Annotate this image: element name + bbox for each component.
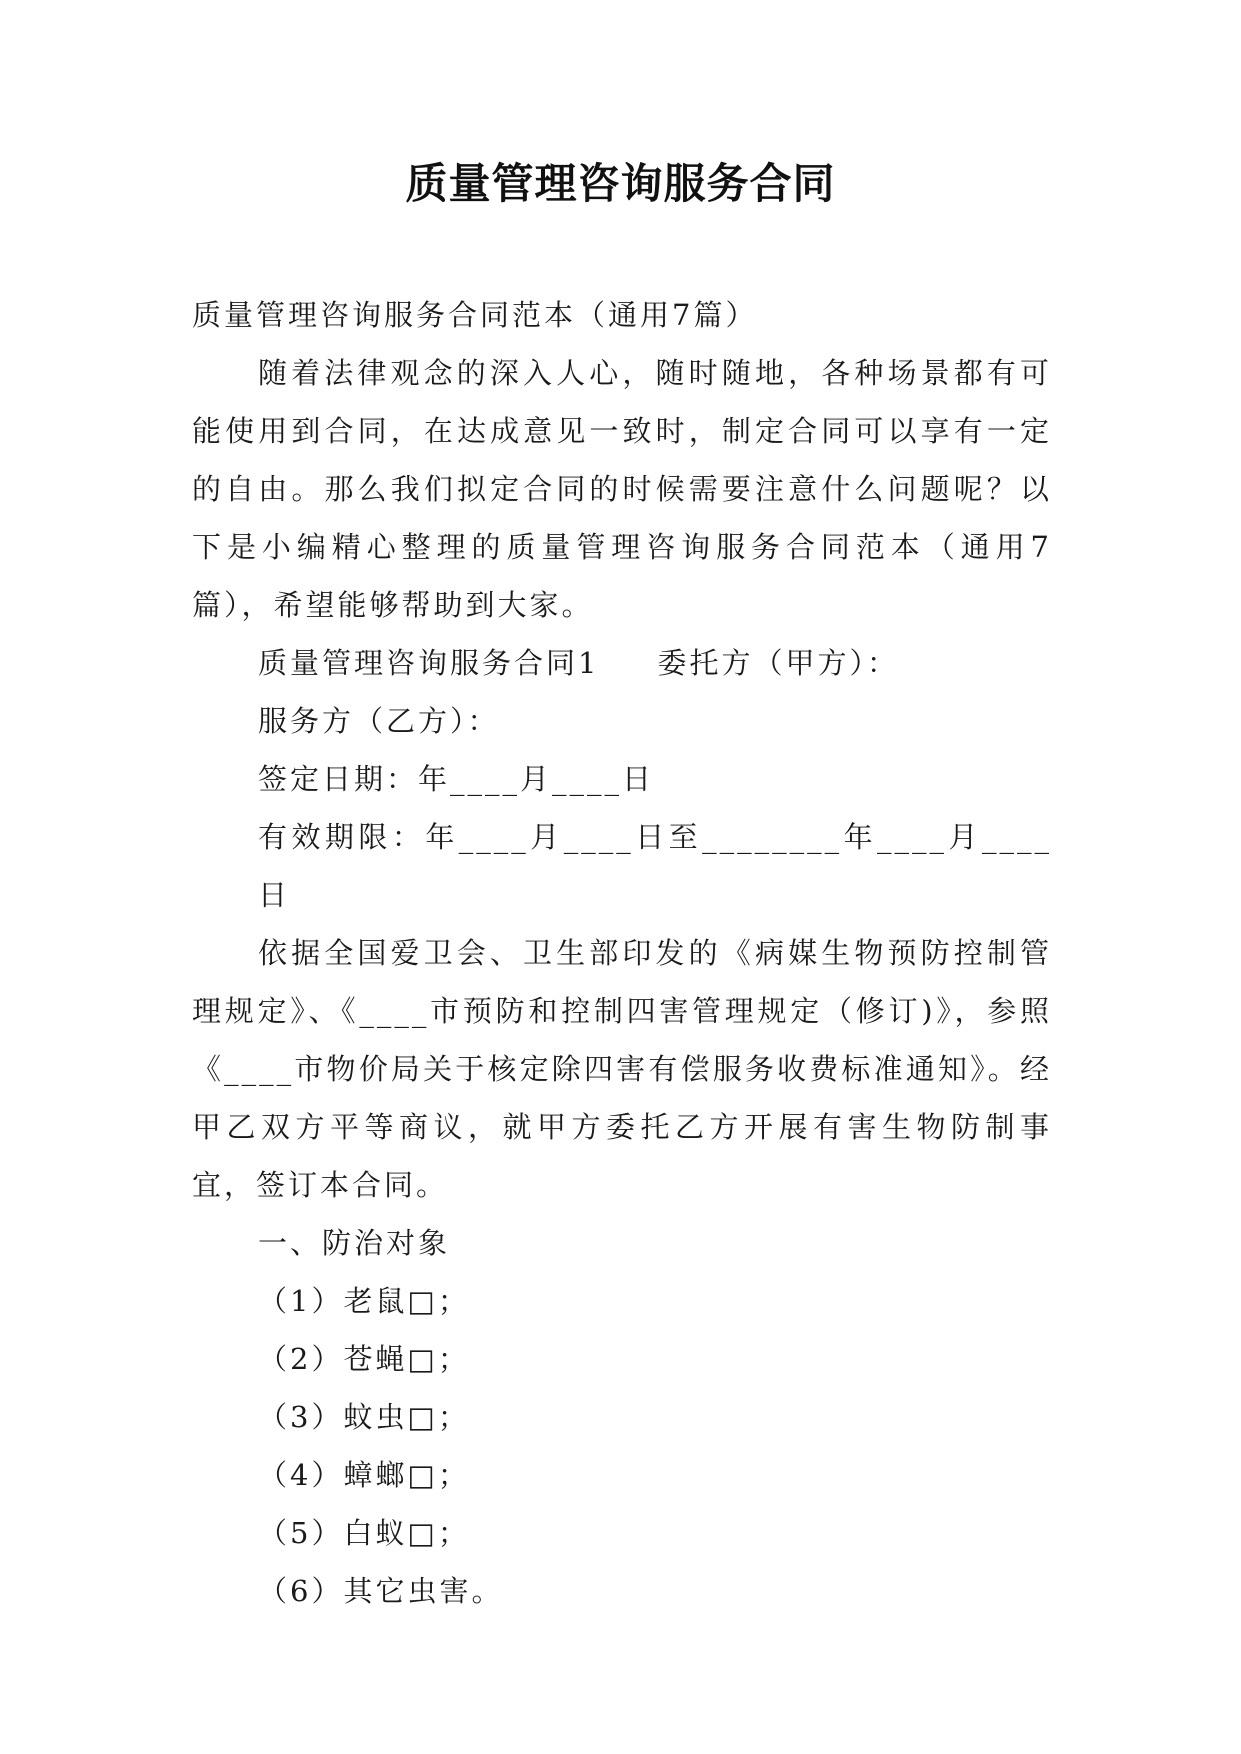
party-a-label: 委托方（甲方）：: [657, 646, 899, 680]
target-item: （2）苍蝇□；: [258, 1342, 470, 1376]
document-title: 质量管理咨询服务合同: [405, 159, 836, 208]
party-b-label: 服务方（乙方）：: [258, 704, 500, 738]
document-subtitle: 质量管理咨询服务合同范本（通用7篇）: [192, 298, 758, 332]
valid-period-line: 有效期限：年____月____日至________年____月____日: [258, 820, 1052, 912]
target-item: （5）白蚁□；: [258, 1516, 470, 1550]
contract-heading: 质量管理咨询服务合同1: [258, 646, 600, 680]
target-item: （1）老鼠□；: [258, 1284, 470, 1318]
basis-paragraph: 依据全国爱卫会、卫生部印发的《病媒生物预防控制管理规定》、《____市预防和控制四害管理规定（修订)》，参照《____市物价局关于核定除四害有偿服务收费标准通知》。经甲乙双方平等商议，就甲方委托乙方开展有害生物防制事宜，签订本合同。: [192, 936, 1052, 1202]
target-item: （4）蟑螂□；: [258, 1458, 470, 1492]
target-item: （3）蚊虫□；: [258, 1400, 470, 1434]
section-1-title: 一、防治对象: [258, 1226, 451, 1260]
target-item: （6）其它虫害。: [258, 1574, 504, 1608]
intro-paragraph: 随着法律观念的深入人心，随时随地，各种场景都有可能使用到合同，在达成意见一致时，制定合同可以享有一定的自由。那么我们拟定合同的时候需要注意什么问题呢？以下是小编精心整理的质量管理咨询服务合同范本（通用7篇），希望能够帮助到大家。: [192, 356, 1052, 622]
sign-date-line: 签定日期：年____月____日: [258, 762, 655, 796]
document-body: [192, 286, 1052, 1620]
contract-heading-line: [192, 634, 1052, 692]
